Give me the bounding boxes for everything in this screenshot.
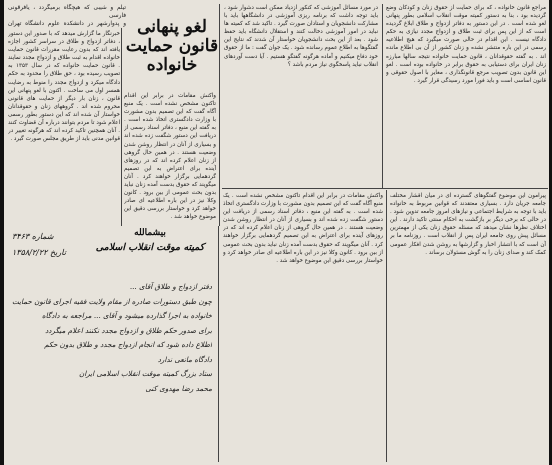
- letter-line-7: ستاد بزرگ کمیته موقت انقلاب اسلامی ایران: [78, 369, 212, 378]
- left-column-text: خبرنگار ما گزارش میدهد که با صدور این دستور ، دفاتر ازدواج و طلاق در سراسر کشور اجازه یافته اند که بدون رعایت مقررات قانون حمایت خانواده اقدام به ثبت طلاق و ازدواج مجدد نمایند . قانون حمایت خانواده که در سال ۱۳۵۳ به تصویب رسیده بود ، حق طلاق را محدود به حکم دادگاه میکرد و ازدواج مجدد را منوط به رضایت همسر اول می ساخت . اکنون با لغو پنهانی این قانون ، زنان بار دیگر از حمایت های قانونی محروم شده اند . گروههای زنان و حقوقدانان خواستار آن شده اند که این دستور بطور رسمی اعلام شود تا مردم بتوانند درباره آن قضاوت کنند . آنان همچنین تاکید کرده اند که هرگونه تغییر در قوانین مدنی باید از طریق مجلس صورت گیرد .: [8, 31, 120, 143]
- top-middle-column: [224, 4, 378, 188]
- middle-left-text: واکنش مقامات در برابر این اقدام تاکنون مشخص نشده است . یک منبع آگاه گفت که این تصمیم بدون مشورت با وزارت دادگستری اتخاذ شده است . به گفته این منبع ، دفاتر اسناد رسمی از دریافت این دستور شگفت زده شده اند و بسیاری از آنان در انتظار روشن شدن وضعیت هستند . در همین حال گروهی از زنان اعلام کرده اند که در روزهای آینده برای اعتراض به این تصمیم گردهمایی برگزار خواهند کرد . آنان میگویند که حقوق بدست آمده زنان نباید بدون بحث عمومی از بین برود . کانون وکلا نیز در این باره اطلاعیه ای صادر خواهد کرد و خواستار بررسی دقیق این موضوع خواهد شد .: [124, 93, 216, 221]
- letterhead-stamp: [10, 226, 210, 274]
- handwritten-letter: [8, 280, 212, 460]
- headline: [124, 18, 220, 75]
- stamp-number-row: [12, 232, 54, 241]
- letter-line-6: دادگاه مانعی ندارد: [157, 354, 212, 364]
- scan-border-left: [0, 0, 4, 465]
- headline-line-3: خانواده: [146, 55, 198, 75]
- section-rule: [222, 188, 548, 189]
- letter-line-4: برای صدور حکم طلاق و ازدواج مجدد نکنند اعلام میگردد: [45, 325, 212, 335]
- top-middle-text: در مورد مسائل آموزشی که کنکور ازدیاد ممکن است دشوار شود ، باید توجه داشت که برنامه ریزی آموزشی در دانشگاهها باید با مشارکت دانشجویان و استادان صورت گیرد . تاکید شد که کمیته ها نباید در امور آموزشی دخالت کنند و استقلال دانشگاه باید حفظ شود . بعد از این بحث دانشجویان خواستار آن شدند که نتایج این گفتگوها به اطلاع عموم رسانده شود . یک جوان گفت : ما از حقوق خود دفاع میکنیم و آماده هرگونه گفتگو هستیم . آیا دست آوردهای انقلاب نباید پاسخگوی نیاز مردم باشد ؟: [224, 5, 378, 68]
- letter-line-8: محمد رضا مهدوی کنی: [145, 383, 212, 393]
- column-rule: [219, 4, 220, 226]
- top-left-line: تیلم و شیبی که هیچگاه برمیگردد ، یافرقونی فارسی: [8, 5, 126, 20]
- stamp-number-value: ۳۴۶۳: [12, 232, 30, 241]
- bottom-middle-column: [223, 192, 383, 460]
- stamp-number-label: شماره: [31, 232, 54, 241]
- letter-line-3: خانواده به اجرا گذارده میشود و آقای ... مراجعه به دادگاه: [41, 311, 212, 320]
- stamp-org: کمیته موقت انقلاب اسلامی: [95, 242, 205, 253]
- bottom-right-column: [390, 192, 546, 460]
- left-column: [8, 30, 120, 226]
- top-left-snippet: [8, 4, 126, 28]
- column-rule: [218, 226, 219, 462]
- bottom-middle-text: واکنش مقامات در برابر این اقدام تاکنون مشخص نشده است . یک منبع آگاه گفت که این تصمیم بدون مشورت با وزارت دادگستری اتخاذ شده است . به گفته این منبع ، دفاتر اسناد رسمی از دریافت این دستور شگفت زده شده اند و بسیاری از آنان در انتظار روشن شدن وضعیت هستند . در همین حال گروهی از زنان اعلام کرده اند که در روزهای آینده برای اعتراض به این تصمیم گردهمایی برگزار خواهند کرد . آنان میگویند که حقوق بدست آمده زنان نباید بدون بحث عمومی از بین برود . کانون وکلا نیز در این باره اطلاعیه ای صادر خواهد کرد و خواستار بررسی دقیق این موضوع خواهد شد .: [223, 193, 383, 264]
- top-left-subline: و پدوارشهر در دانشکده علوم دانشگاه تهران: [8, 21, 126, 28]
- headline-line-1: لغو پنهانی: [137, 17, 207, 37]
- stamp-date-label: تاریخ: [50, 248, 66, 257]
- column-rule: [386, 190, 387, 462]
- top-right-column: [386, 4, 546, 188]
- letter-line-2: چون طبق دستورات صادره از مقام ولایت فقیه اجرای قانون حمایت: [11, 296, 212, 306]
- top-right-text: مراجع قانون خانواده ، که برای حمایت از حقوق زنان و کودکان وضع گردیده بود ، بنا به دستور کمیته موقت انقلاب اسلامی بطور پنهانی لغو شده است . در این دستور به دفاتر ازدواج و طلاق ابلاغ گردیده است که از این پس برای ثبت طلاق و ازدواج مجدد نیازی به حکم دادگاه نیست . این اقدام در حالی صورت میگیرد که هیچ اطلاعیه رسمی در این باره منتشر نشده و زنان کشور از آن بی اطلاع مانده اند . به گفته حقوقدانان ، قانون حمایت خانواده نتیجه سالها مبارزه زنان ایران برای دستیابی به حقوق برابر در خانواده بوده است . لغو این قانون بدون تصویب مرجع قانونگذاری ، مغایر با اصول حقوقی و قانون اساسی است و باید فورا مورد رسیدگی قرار گیرد .: [386, 5, 546, 84]
- stamp-title: بیشمالله: [134, 228, 166, 238]
- letter-line-5: اطلاع داده شود که انجام ازدواج مجدد و طلاق بدون حکم: [44, 340, 212, 349]
- middle-left-column: [124, 92, 216, 226]
- headline-line-2: قانون حمایت: [125, 36, 219, 56]
- stamp-date-row: [12, 248, 66, 257]
- column-rule: [382, 4, 383, 188]
- stamp-date-value: ۱۳۵۸/۲/۲۲: [12, 248, 48, 257]
- letter-line-1: دفتر ازدواج و طلاق آقای ...: [129, 282, 212, 291]
- column-rule: [121, 28, 122, 226]
- bottom-right-text: پیرامون این موضوع گفتگوهای گسترده ای در میان اقشار مختلف جامعه جریان دارد . بسیاری معتقدند که قوانین مربوط به خانواده باید با توجه به شرایط اجتماعی و نیازهای امروز جامعه تدوین شود . در حالی که برخی دیگر بر بازگشت به احکام سنتی تاکید دارند . این اختلاف نظرها نشان میدهد که مسئله حقوق زنان یکی از مهمترین مسائل پیش روی جامعه ایران پس از انقلاب است . روزنامه ما بر آن است که با انتشار اخبار و گزارشها به روشن شدن افکار عمومی کمک کند و صدای زنان را به گوش مسئولان برساند .: [390, 193, 546, 256]
